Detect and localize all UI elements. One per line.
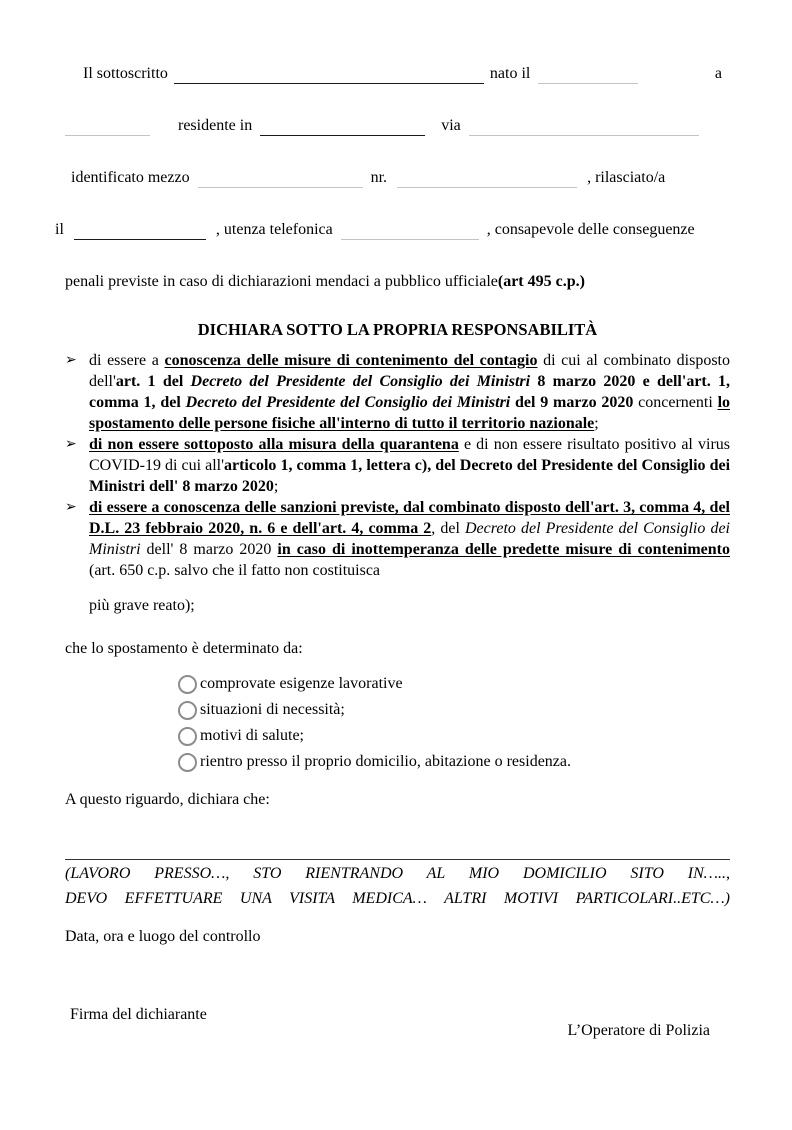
text-segment: , del xyxy=(431,520,465,537)
blank-telefono[interactable] xyxy=(341,221,479,240)
declaration-list xyxy=(65,350,730,616)
option-situazioni-necessita[interactable] xyxy=(178,697,730,723)
declaration-heading: DICHIARA SOTTO LA PROPRIA RESPONSABILITÀ xyxy=(197,320,598,339)
movement-intro: che lo spostamento è determinato da: xyxy=(65,640,303,657)
label-il-sottoscritto: Il sottoscritto xyxy=(83,65,168,82)
arrow-bullet-icon: ➢ xyxy=(65,437,77,452)
declarant-signature-label: Firma del dichiarante xyxy=(70,1006,207,1023)
option-rientro-domicilio[interactable] xyxy=(178,749,730,775)
blank-documento-numero[interactable] xyxy=(397,169,577,188)
arrow-bullet-icon: ➢ xyxy=(65,353,77,368)
arrow-bullet-icon: ➢ xyxy=(65,500,77,515)
radio-circle-icon[interactable] xyxy=(178,701,197,720)
penalties-article: (art 495 c.p.) xyxy=(497,273,585,290)
form-row-document xyxy=(65,168,730,188)
declaration-item-2-text xyxy=(89,434,730,497)
text-segment: di non essere sottoposto alla misura della quarantena xyxy=(89,436,459,453)
form-row-phone xyxy=(55,220,730,240)
blank-data-nascita[interactable] xyxy=(538,65,638,84)
text-segment: 8 marzo 2020 e dell'art. 1, comma 1, del xyxy=(89,373,731,411)
text-segment: Decreto del Presidente del Consiglio dei Ministri xyxy=(190,373,531,390)
declaration-item-3-text xyxy=(89,497,730,616)
label-via: via xyxy=(441,117,461,134)
label-utenza-telefonica: , utenza telefonica xyxy=(215,221,333,238)
label-identificato-mezzo: identificato mezzo xyxy=(71,169,190,186)
label-nr: nr. xyxy=(370,169,388,186)
text-segment: e di non essere risultato positivo al virus COVID-19 di cui all' xyxy=(89,436,730,474)
declaration-item-3 xyxy=(65,497,730,616)
text-segment: (art. 650 c.p. salvo che il fatto non costituisca xyxy=(89,562,381,579)
blank-comune-residenza[interactable] xyxy=(260,117,425,136)
regard-statement: A questo riguardo, dichiara che: xyxy=(65,791,270,808)
text-segment: di essere a xyxy=(89,352,165,369)
blank-luogo-nascita[interactable] xyxy=(65,117,150,136)
blank-via[interactable] xyxy=(469,117,699,136)
form-row-identity xyxy=(65,64,730,84)
option-label: comprovate esigenze lavorative xyxy=(200,675,403,692)
text-segment: concernenti xyxy=(633,394,718,411)
text-segment: dell' 8 marzo 2020 xyxy=(140,541,278,558)
label-nato-il: nato il xyxy=(489,65,531,82)
label-rilasciato: , rilasciato/a xyxy=(587,169,666,186)
text-segment: ; xyxy=(273,478,279,495)
text-segment: conoscenza delle misure di contenimento del contagio xyxy=(164,352,538,369)
text-segment: lo spostamento delle persone fisiche all'interno di tutto il territorio nazionale xyxy=(89,394,731,432)
radio-circle-icon[interactable] xyxy=(178,727,197,746)
label-residente-in: residente in xyxy=(178,117,253,134)
text-segment: di cui al combinato disposto dell' xyxy=(89,352,730,390)
answer-blank-line[interactable] xyxy=(65,858,730,860)
option-esigenze-lavorative[interactable] xyxy=(178,671,730,697)
text-segment: articolo 1, comma 1, lettera c), del Decreto del Presidente del Consiglio dei Ministri dell' 8 marzo 2020 xyxy=(89,457,731,495)
text-segment: art. 1 del xyxy=(115,373,191,390)
reason-options xyxy=(178,671,730,775)
blank-data-rilascio[interactable] xyxy=(74,221,206,240)
text-segment: ; xyxy=(594,415,599,432)
form-row-penalties xyxy=(65,272,730,292)
text-segment: di essere a conoscenza delle sanzioni previste, dal combinato disposto dell'art. 3, comma 4, del D.L. 23 febbraio 2020, n. 6 e dell'art. 4, comma 2 xyxy=(89,499,730,537)
option-label: rientro presso il proprio domicilio, abitazione o residenza. xyxy=(200,753,571,770)
label-consapevole: , consapevole delle conseguenze xyxy=(486,221,695,238)
blank-nome[interactable] xyxy=(174,65,484,84)
option-motivi-salute[interactable] xyxy=(178,723,730,749)
blank-documento-tipo[interactable] xyxy=(198,169,363,188)
text-segment: Decreto del Presidente del Consiglio dei Ministri xyxy=(89,520,731,558)
option-label: motivi di salute; xyxy=(200,727,304,744)
declaration-item-1-text xyxy=(89,350,730,434)
control-place-label: Data, ora e luogo del controllo xyxy=(65,928,261,945)
signature-row xyxy=(65,1006,730,1040)
label-a: a xyxy=(714,65,722,82)
text-segment: in caso di inottemperanza delle predette misure di contenimento xyxy=(277,541,730,558)
penalties-text: penali previste in caso di dichiarazioni mendaci a pubblico ufficiale xyxy=(65,273,498,290)
example-text-line-1: (LAVORO PRESSO…, STO RIENTRANDO AL MIO DOMICILIO SITO IN….., xyxy=(65,865,730,882)
option-label: situazioni di necessità; xyxy=(200,701,345,718)
radio-circle-icon[interactable] xyxy=(178,753,197,772)
text-segment: più grave reato); xyxy=(89,597,195,614)
declaration-item-1 xyxy=(65,350,730,434)
police-operator-label: L’Operatore di Polizia xyxy=(567,1022,710,1039)
text-segment: Decreto del Presidente del Consiglio dei Ministri xyxy=(185,394,511,411)
example-text-line-2: DEVO EFFETTUARE UNA VISITA MEDICA… ALTRI MOTIVI PARTICOLARI..ETC…) xyxy=(65,890,730,907)
declaration-item-2 xyxy=(65,434,730,497)
text-segment: del 9 marzo 2020 xyxy=(510,394,634,411)
radio-circle-icon[interactable] xyxy=(178,675,197,694)
label-il: il xyxy=(55,221,64,238)
form-row-residence xyxy=(65,116,730,136)
